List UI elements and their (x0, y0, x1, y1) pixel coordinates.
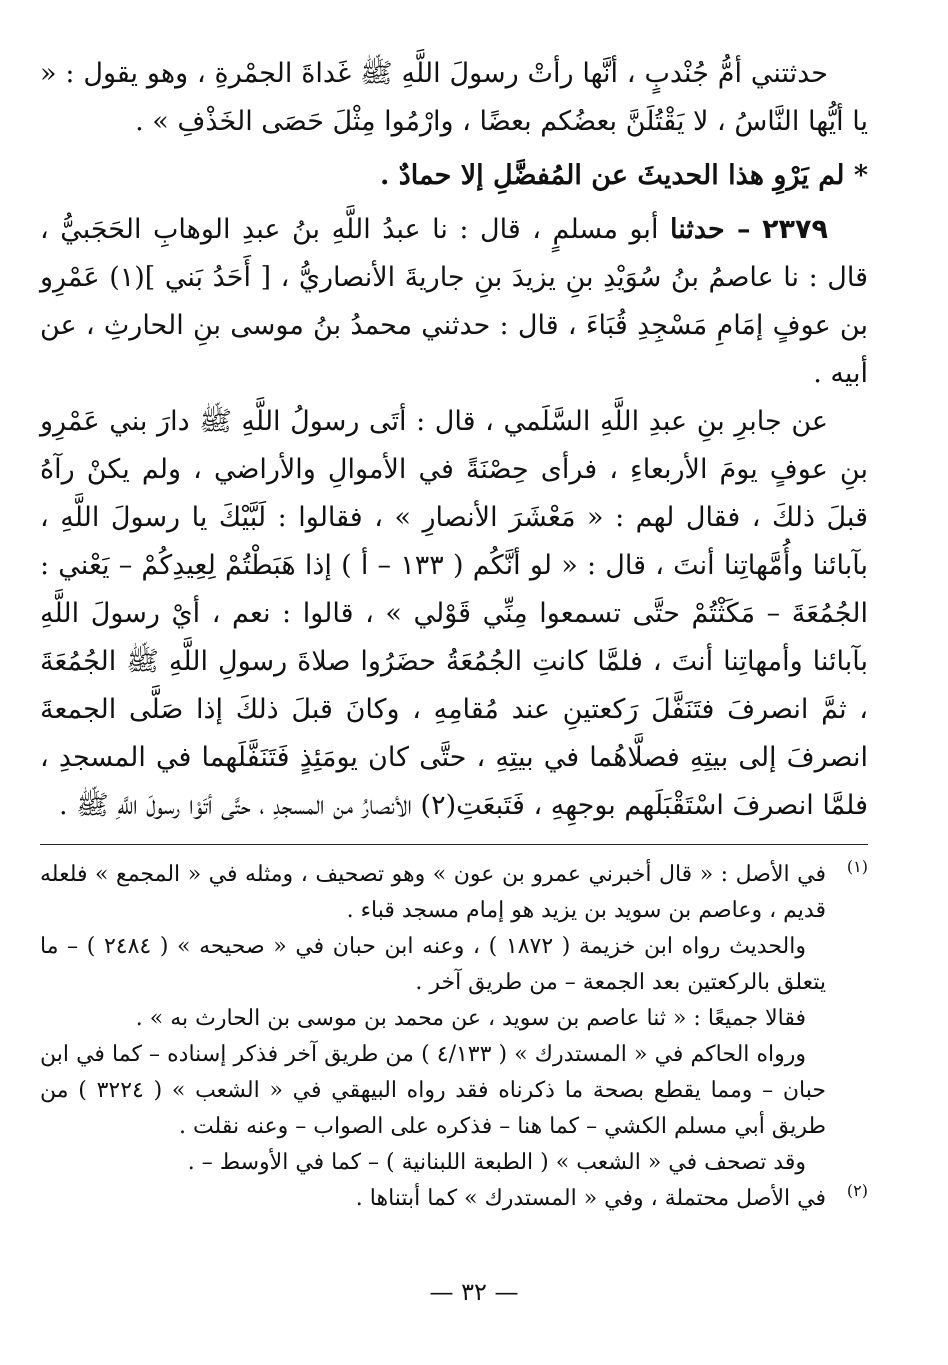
hadith-2379-matn: عن جابرِ بنِ عبدِ اللَّهِ السَّلَمي ، قال : أتَى رسولُ اللَّهِ ﷺ دارَ بني عَمْرِو بنِ عوفٍ يومَ الأربعاءِ ، فرأى حِصْنَةً في الأموالِ والأراضي ، ولم يكنْ رآهُ قبلَ ذلكَ ، فقال لهم : « مَعْشَرَ الأنصارِ » ، فقالوا : لَبَّيْكَ يا رسولَ اللَّهِ ، بآبائنا وأُمَّهاتِنا أنتَ ، قال : « لو أنَّكُم ( ١٣٣ – أ ) إذا هَبَطْتُمْ لِعِيدِكُمْ – يَعْني : الجُمُعَةَ – مَكَثْتُمْ حتَّى تسمعوا مِنِّي قَوْلي » ، قالوا : نعم ، أيْ رسولَ اللَّهِ بآبائنا وأمهاتِنا أنتَ ، فلمَّا كانتِ الجُمُعَةُ حضَرُوا صلاةَ رسولِ اللَّهِ ﷺ الجُمُعَةَ ، ثمَّ انصرفَ فتَنَفَّلَ رَكعتينِ عند مُقامِهِ ، وكانَ قبلَ ذلكَ إذا صَلَّى الجمعةَ انصرفَ إلى بيتِهِ فصلَّاهُما في بيتِهِ ، حتَّى كان يومَئِذٍ فَتَنَفَّلَهما في المسجدِ ، فلمَّا انصرفَ اسْتَقْبَلَهم بوجهِهِ ، فَتَبعَتِ(٢) الأنصارُ من المسجدِ ، حتَّى أتَوْا رسولَ اللَّهِ ﷺ . (40, 406, 868, 821)
hadith-intro: – حدثنا (669, 214, 751, 245)
footnote-1-text-5: وقد تصحف في « الشعب » ( الطبعة اللبنانية ) – كما في الأوسط – . (187, 1150, 806, 1175)
footnote-1-label: (١) (846, 857, 868, 876)
footnotes (40, 857, 868, 1217)
footnote-2-text-1: في الأصل محتملة ، وفي « المستدرك » كما أبتناها . (355, 1186, 826, 1211)
footnote-1-text-4: ورواه الحاكم في « المستدرك » ( ٤/١٣٣ ) من طريق آخر فذكر إسناده – كما في ابن حبان – ومما يقطع بصحة ما ذكرناه فقد رواه البيهقي في « الشعب » ( ٣٢٢٤ ) من طريق أبي مسلم الكشي – كما هنا – فذكره على الصواب – وعنه نقلت . (40, 1042, 826, 1139)
page-number: — ٣٢ — (429, 1278, 519, 1306)
hadith-isnad-text: أبو مسلمٍ ، قال : نا عبدُ اللَّهِ بنُ عبدِ الوهابِ الحَجَبيُّ ، قال : نا عاصمُ بنُ سُوَيْدِ بنِ يزيدَ بنِ جاريةَ الأنصاريُّ ، [ أَحَدُ بَني ](١) عَمْرِو بن عوفٍ إمَامِ مَسْجِدِ قُبَاءَ ، قال : حدثني محمدُ بنُ موسى بنِ الحارثِ ، عن أبيه . (40, 214, 868, 389)
footnote-1-text-2: والحديث رواه ابن خزيمة ( ١٨٧٢ ) ، وعنه ابن حبان في « صحيحه » ( ٢٤٨٤ ) – ما يتعلق بالركعتين بعد الجمعة – من طريق آخر . (40, 934, 826, 995)
hadith-number: ٢٣٧٩ (762, 214, 828, 245)
footnote-2-label: (٢) (846, 1181, 868, 1200)
footnote-1-text-1: في الأصل : « قال أخبرني عمرو بن عون » وهو تصحيف ، ومثله في « المجمع » فلعله قديم ، وعاصم بن سويد بن يزيد هو إمام مسجد قباء . (40, 862, 826, 923)
footnote-2 (40, 1181, 868, 1217)
footnote-separator (40, 844, 868, 845)
footnote-1 (40, 857, 868, 1181)
main-text (40, 50, 868, 830)
page-content (40, 50, 868, 1217)
hadith-2379-isnad (40, 206, 868, 398)
footnote-1-text-3: فقالا جميعًا : « ثنا عاصم بن سويد ، عن محمد بن موسى بن الحارث به » . (135, 1006, 806, 1031)
paragraph-umm-jundub: حدثتني أمُّ جُنْدبٍ ، أنَّها رأتْ رسولَ اللَّهِ ﷺ غَداةَ الجمْرةِ ، وهو يقول : « يا أيُّها النَّاسُ ، لا يَقْتُلَنَّ بعضُكم بعضًا ، وارْمُوا مِثْلَ حَصَى الخَذْفِ » . (40, 58, 868, 137)
note-hammad: * لم يَرْوِ هذا الحديثَ عن المُفضَّلِ إلا حمادٌ . (379, 160, 868, 191)
